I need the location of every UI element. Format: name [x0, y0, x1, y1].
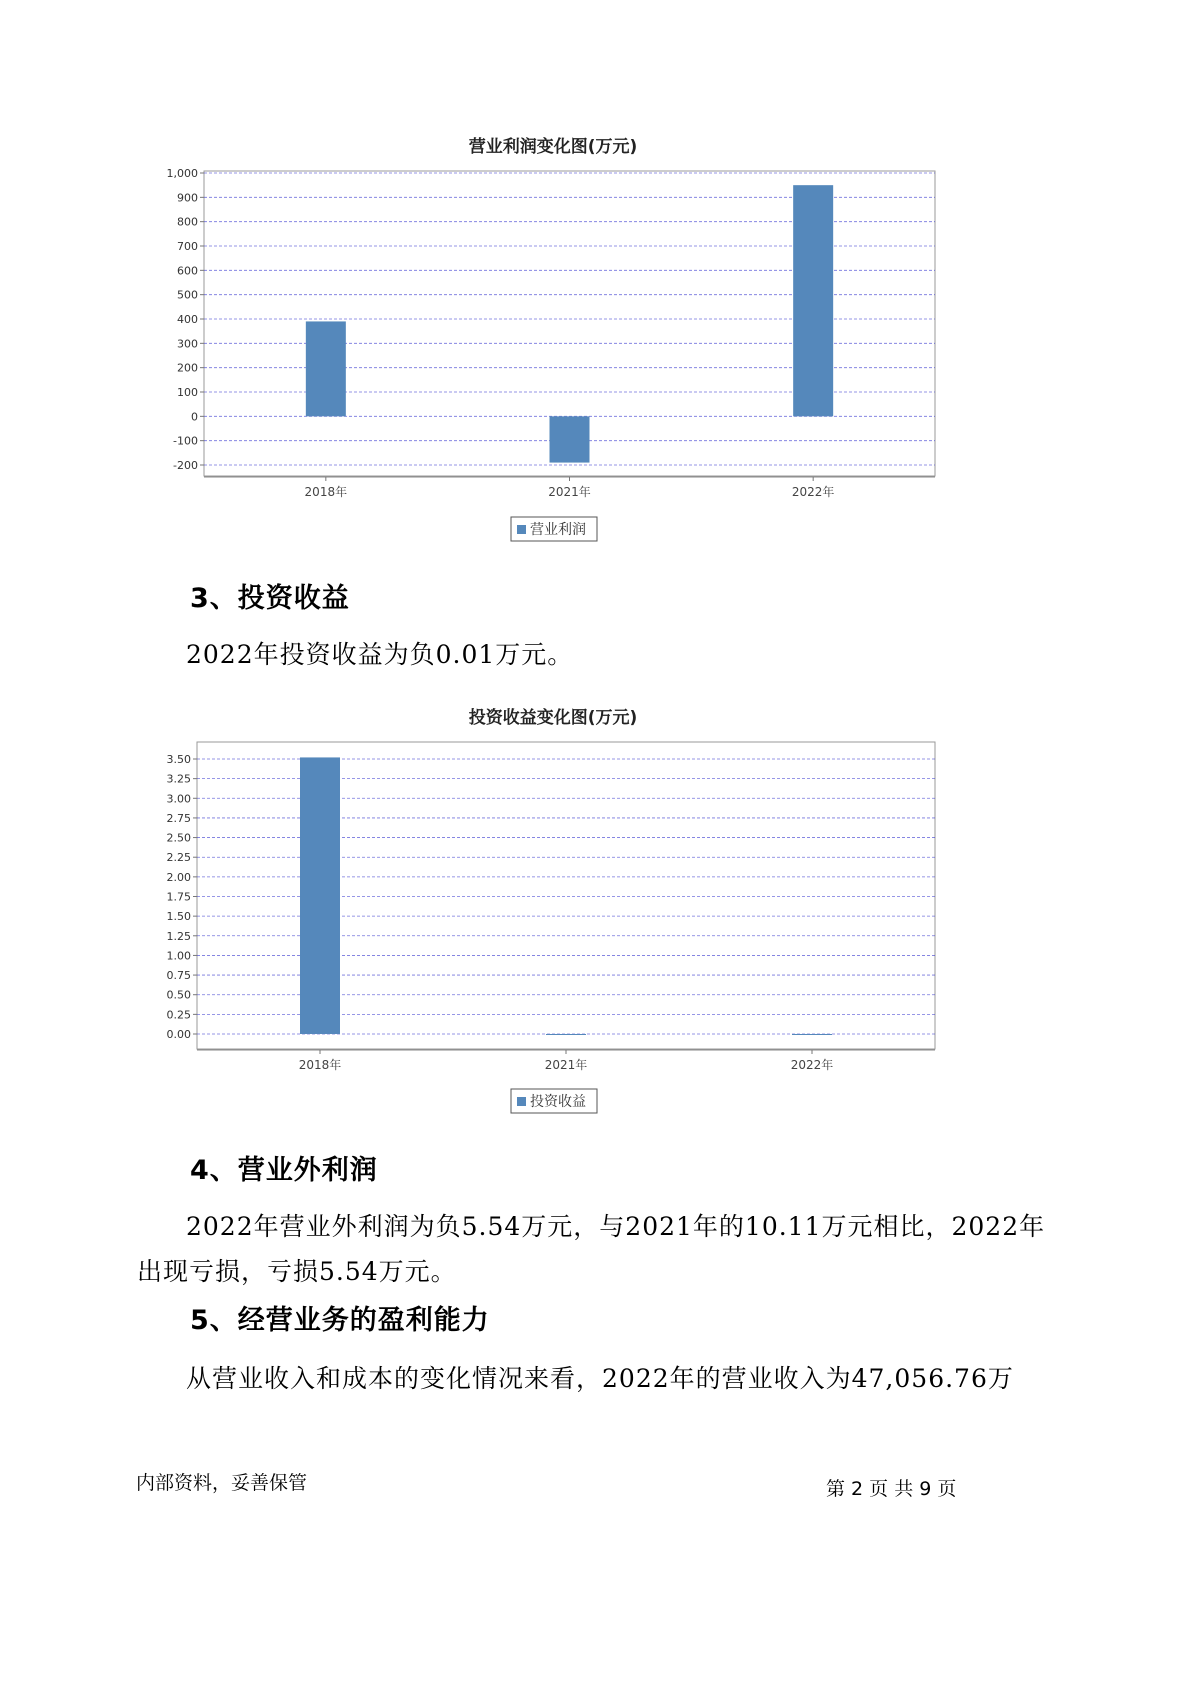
bar-2018年	[300, 757, 340, 1034]
chart1-title: 营业利润变化图(万元)	[468, 137, 638, 157]
y-tick-label: 1.25	[166, 929, 191, 943]
x-tick-label: 2021年	[544, 1058, 588, 1072]
legend-label: 营业利润	[530, 522, 586, 538]
x-tick-label: 2022年	[791, 485, 835, 499]
y-tick-label: 100	[177, 386, 198, 399]
y-tick-label: 200	[177, 361, 198, 375]
y-tick-label: 1.75	[166, 890, 191, 904]
y-tick-label: 0.75	[166, 969, 191, 983]
section4-line1: 2022年营业外利润为负5.54万元，与2021年的10.11万元相比，2022年	[186, 1212, 1046, 1241]
y-tick-label: 2.75	[166, 811, 191, 825]
y-tick-label: 0.25	[166, 1008, 191, 1022]
legend-label: 投资收益	[530, 1094, 586, 1110]
legend-swatch	[517, 1097, 526, 1106]
y-tick-label: 900	[177, 191, 198, 205]
y-tick-label: 300	[177, 337, 198, 351]
bar-2022年	[792, 1034, 832, 1035]
bar-2021年	[546, 1034, 586, 1035]
footer-page-number: 第 2 页 共 9 页	[826, 1478, 957, 1500]
footer-confidential: 内部资料，妥善保管	[136, 1472, 308, 1494]
y-tick-label: 3.25	[166, 772, 191, 786]
x-tick-label: 2018年	[304, 485, 348, 499]
chart-legend	[511, 1089, 597, 1113]
y-tick-label: 3.50	[166, 753, 191, 766]
y-tick-label: 1.00	[166, 949, 191, 963]
y-tick-label: 700	[177, 240, 198, 253]
y-tick-label: 3.00	[166, 792, 191, 806]
y-tick-label: 0	[191, 410, 198, 424]
x-tick-label: 2022年	[790, 1058, 834, 1072]
section5-text: 从营业收入和成本的变化情况来看，2022年的营业收入为47,056.76万	[186, 1364, 1014, 1393]
y-tick-label: 0.00	[166, 1028, 191, 1041]
y-tick-label: 500	[177, 288, 198, 302]
section5-heading: 5、经营业务的盈利能力	[190, 1305, 490, 1336]
y-tick-label: 600	[177, 264, 198, 278]
y-tick-label: 2.00	[166, 870, 191, 884]
section3-heading: 3、投资收益	[190, 583, 350, 614]
x-tick-label: 2018年	[298, 1058, 342, 1072]
section3-text: 2022年投资收益为负0.01万元。	[186, 640, 574, 669]
chart2-title: 投资收益变化图(万元)	[468, 708, 638, 728]
y-tick-label: -100	[173, 434, 198, 448]
section4-line2: 出现亏损，亏损5.54万元。	[137, 1257, 457, 1286]
y-tick-label: 400	[177, 313, 198, 326]
y-tick-label: 1,000	[166, 167, 198, 180]
section4-heading: 4、营业外利润	[190, 1155, 378, 1186]
y-tick-label: 2.25	[166, 851, 191, 865]
y-tick-label: 800	[177, 215, 198, 229]
y-tick-label: 2.50	[166, 831, 191, 845]
y-tick-label: -200	[173, 459, 198, 472]
x-tick-label: 2021年	[548, 485, 591, 499]
y-tick-label: 0.50	[166, 988, 191, 1002]
y-tick-label: 1.50	[166, 910, 191, 924]
